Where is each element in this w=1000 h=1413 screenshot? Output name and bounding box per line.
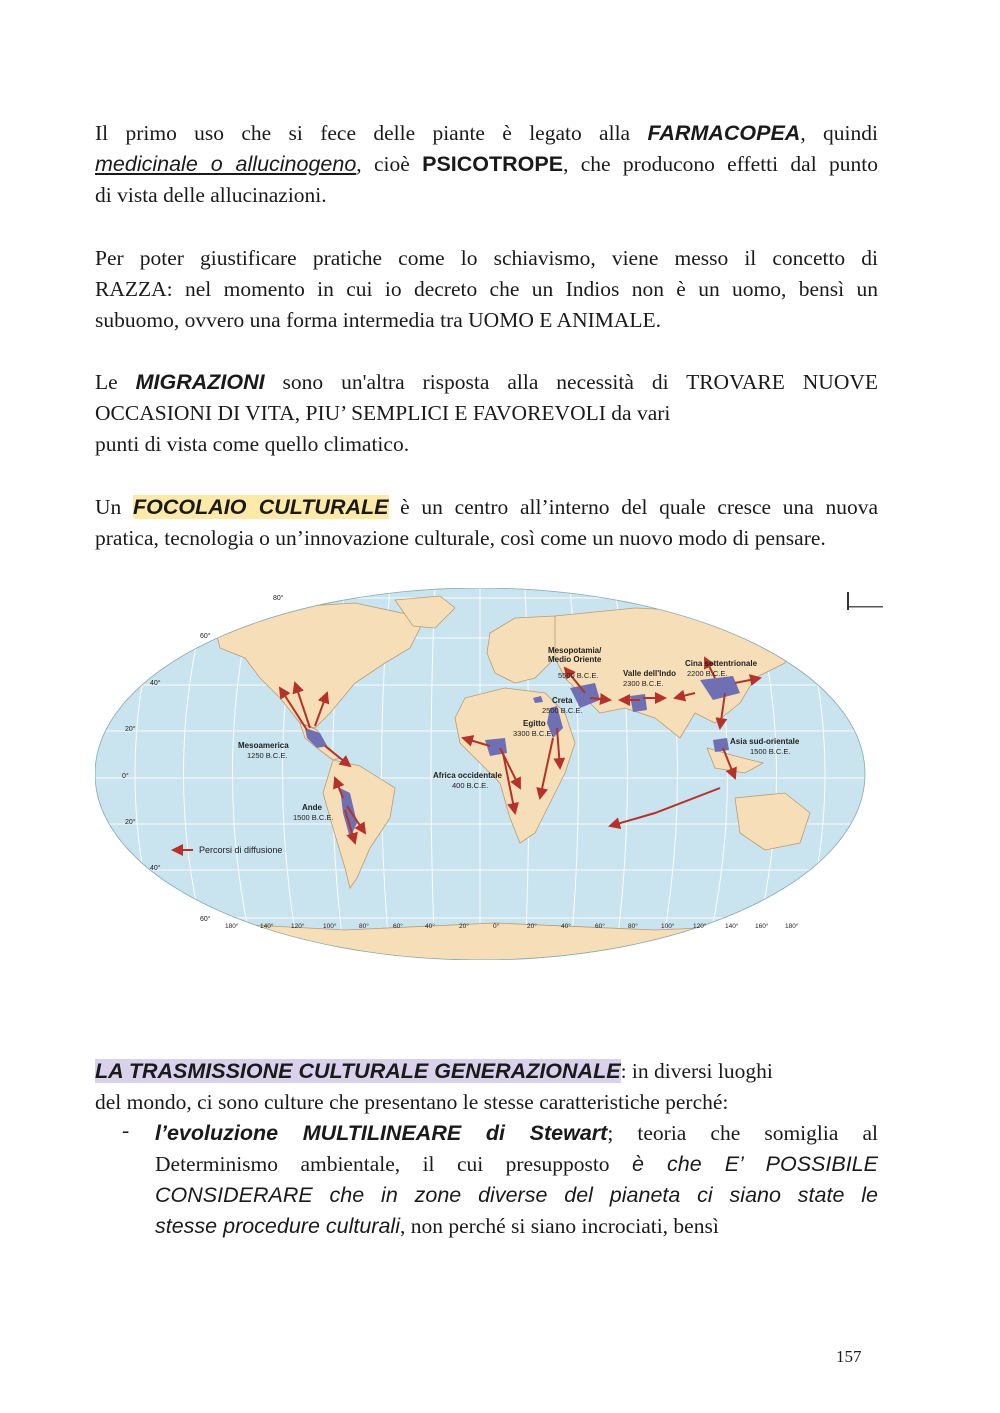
page-number: 157 (836, 1347, 862, 1366)
text-line: RAZZA: nel momento in cui io decreto che un Indios non è un uomo, bensì un (95, 277, 878, 301)
text: : in diversi luoghi (620, 1059, 773, 1083)
lon-label: 120° (291, 923, 305, 930)
keyword-medicinale: medicinale o allucinogeno (95, 152, 357, 176)
paragraph-farmacopea (95, 118, 878, 211)
lon-label: 20° (459, 923, 469, 930)
lon-label: 60° (595, 923, 605, 930)
lat-label: 80° (273, 595, 284, 602)
lon-label: 80° (359, 923, 369, 930)
text-line: Per poter giustificare pratiche come lo schiavismo, viene messo il concetto di (95, 246, 878, 270)
lat-label: 40° (150, 865, 161, 872)
lon-label: 0° (493, 923, 500, 930)
keyword-focolaio-culturale: FOCOLAIO CULTURALE (132, 495, 389, 519)
keyword-farmacopea: FARMACOPEA (647, 121, 801, 145)
date-africa-occidentale: 400 B.C.E. (452, 781, 489, 790)
text-line: CONSIDERARE che in zone diverse del pianeta ci siano state le (155, 1183, 878, 1207)
date-ande: 1500 B.C.E. (293, 813, 334, 822)
text: , cioè (356, 152, 423, 176)
lon-label: 100° (661, 923, 675, 930)
lon-label: 140° (725, 923, 739, 930)
date-creta: 2500 B.C.E. (542, 706, 583, 715)
lon-label: 40° (425, 923, 435, 930)
label-africa-occidentale: Africa occidentale (433, 771, 502, 780)
lon-label: 80° (628, 923, 638, 930)
label-asia-sud-orientale: Asia sud-orientale (730, 737, 800, 746)
lon-label: 100° (323, 923, 337, 930)
hearth-valle-indo (630, 694, 647, 712)
date-egitto: 3300 B.C.E. (513, 729, 554, 738)
text: Le (95, 370, 136, 394)
lon-label: 160° (755, 923, 769, 930)
label-mesopotamia: Mesopotamia/ Medio Oriente (548, 646, 602, 664)
lat-label: 60° (200, 916, 211, 923)
lat-label: 20° (125, 819, 136, 826)
keyword-evoluzione-multilineare: l’evoluzione MULTILINEARE di Stewart (155, 1121, 608, 1145)
date-asia-sud-orientale: 1500 B.C.E. (750, 747, 791, 756)
label-mesoamerica: Mesoamerica (238, 741, 289, 750)
lon-label: 180° (785, 923, 799, 930)
text-italic: è che E’ POSSIBILE (632, 1152, 878, 1176)
bullet-stewart (155, 1118, 878, 1242)
lon-label: 40° (561, 923, 571, 930)
text-line: OCCASIONI DI VITA, PIU’ SEMPLICI E FAVOREVOLI da vari (95, 401, 671, 425)
lon-label: 140° (260, 923, 274, 930)
paragraph-migrazioni (95, 367, 878, 460)
text-line: del mondo, ci sono culture che presentano le stesse caratteristiche perché: (95, 1090, 729, 1114)
text-line: di vista delle allucinazioni. (95, 183, 327, 207)
lon-label: 120° (693, 923, 707, 930)
lat-label: 0° (122, 773, 129, 780)
label-valle-indo: Valle dell'Indo (623, 669, 677, 678)
lat-label: 40° (150, 680, 161, 687)
date-mesopotamia: 5500 B.C.E. (558, 671, 599, 680)
text: Il primo uso che si fece delle piante è legato alla (95, 121, 648, 145)
keyword-psicotrope: PSICOTROPE (422, 152, 564, 176)
bullet-dash: - (122, 1118, 130, 1142)
paragraph-trasmissione (95, 1056, 878, 1118)
text: , quindi (800, 121, 879, 145)
world-map-cultural-hearths (95, 588, 883, 960)
paragraph-focolaio (95, 492, 878, 554)
keyword-trasmissione-culturale: LA TRASMISSIONE CULTURALE GENERAZIONALE (95, 1059, 621, 1083)
lon-label: 60° (393, 923, 403, 930)
text: Determinismo ambientale, il cui presupposto (155, 1152, 632, 1176)
text: , che producono effetti dal punto (563, 152, 878, 176)
text: è un centro all’interno del quale cresce una nuova (388, 495, 879, 519)
text-italic: stesse procedure culturali (155, 1214, 400, 1238)
text: Un (95, 495, 133, 519)
text: , non perché si siano incrociati, bensì (399, 1214, 719, 1238)
keyword-migrazioni: MIGRAZIONI (135, 370, 265, 394)
lon-label: 180° (225, 923, 239, 930)
paragraph-razza (95, 243, 878, 336)
lat-label: 20° (125, 726, 136, 733)
text-line: subuomo, ovvero una forma intermedia tra UOMO E ANIMALE. (95, 308, 662, 332)
lon-label: 20° (527, 923, 537, 930)
label-cina: Cina settentrionale (685, 659, 758, 668)
label-creta: Creta (552, 696, 573, 705)
hearth-asia-sud-orientale (713, 738, 729, 752)
date-cina: 2200 B.C.E. (687, 669, 728, 678)
lat-label: 60° (200, 633, 211, 640)
legend-label: Percorsi di diffusione (199, 845, 283, 855)
text: ; teoria che somiglia al (607, 1121, 878, 1145)
label-egitto: Egitto (523, 719, 546, 728)
date-mesoamerica: 1250 B.C.E. (247, 751, 288, 760)
label-ande: Ande (302, 803, 322, 812)
text-line: punti di vista come quello climatico. (95, 432, 410, 456)
text-line: pratica, tecnologia o un’innovazione culturale, così come un nuovo modo di pensare. (95, 526, 826, 550)
date-valle-indo: 2300 B.C.E. (623, 679, 664, 688)
text: sono un'altra risposta alla necessità di TROVARE NUOVE (264, 370, 878, 394)
